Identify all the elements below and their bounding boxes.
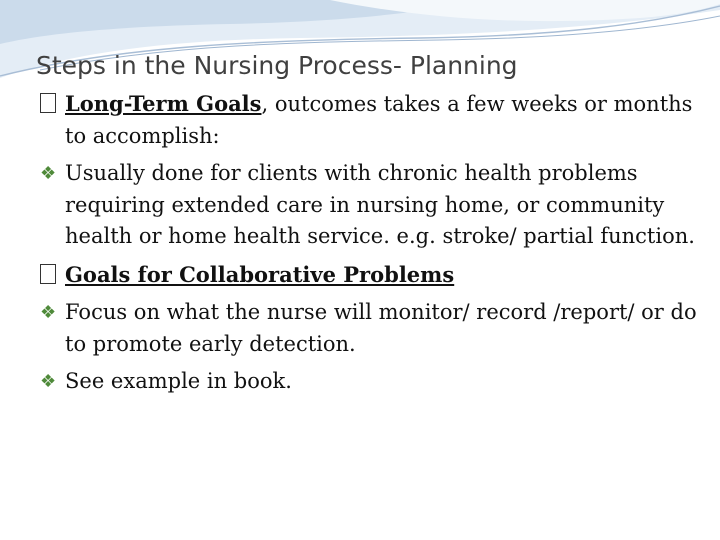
bullet-heading-long-term-goals: Long-Term Goals (65, 91, 262, 116)
missing-glyph-box-icon (40, 259, 56, 291)
bullet-item-collaborative-problems (40, 259, 700, 292)
missing-glyph-box-icon (40, 88, 56, 120)
slide-title: Steps in the Nursing Process- Planning (36, 51, 518, 80)
v-diamond-bullet-icon: ❖ (40, 163, 57, 184)
bullet-item-nurse-monitor (40, 297, 700, 360)
bullet-text-see-example: See example in book. (65, 369, 292, 393)
bullet-text-chronic-health: Usually done for clients with chronic health problems requiring extended care in nursing home, or community health or home health service. e.g. stroke/ partial function. (65, 161, 695, 248)
bullet-list (40, 88, 700, 404)
bullet-text-long-term-goals: , outcomes takes a few weeks or months to accomplish: (65, 92, 693, 148)
v-diamond-bullet-icon: ❖ (40, 371, 57, 392)
bullet-item-chronic-health (40, 158, 700, 253)
bullet-heading-collaborative-problems: Goals for Collaborative Problems (65, 261, 455, 287)
bullet-item-see-example (40, 366, 700, 398)
v-diamond-bullet-icon: ❖ (40, 302, 57, 323)
bullet-item-long-term-goals (40, 88, 700, 152)
bullet-text-nurse-monitor: Focus on what the nurse will monitor/ record /report/ or do to promote early detection. (65, 300, 697, 356)
